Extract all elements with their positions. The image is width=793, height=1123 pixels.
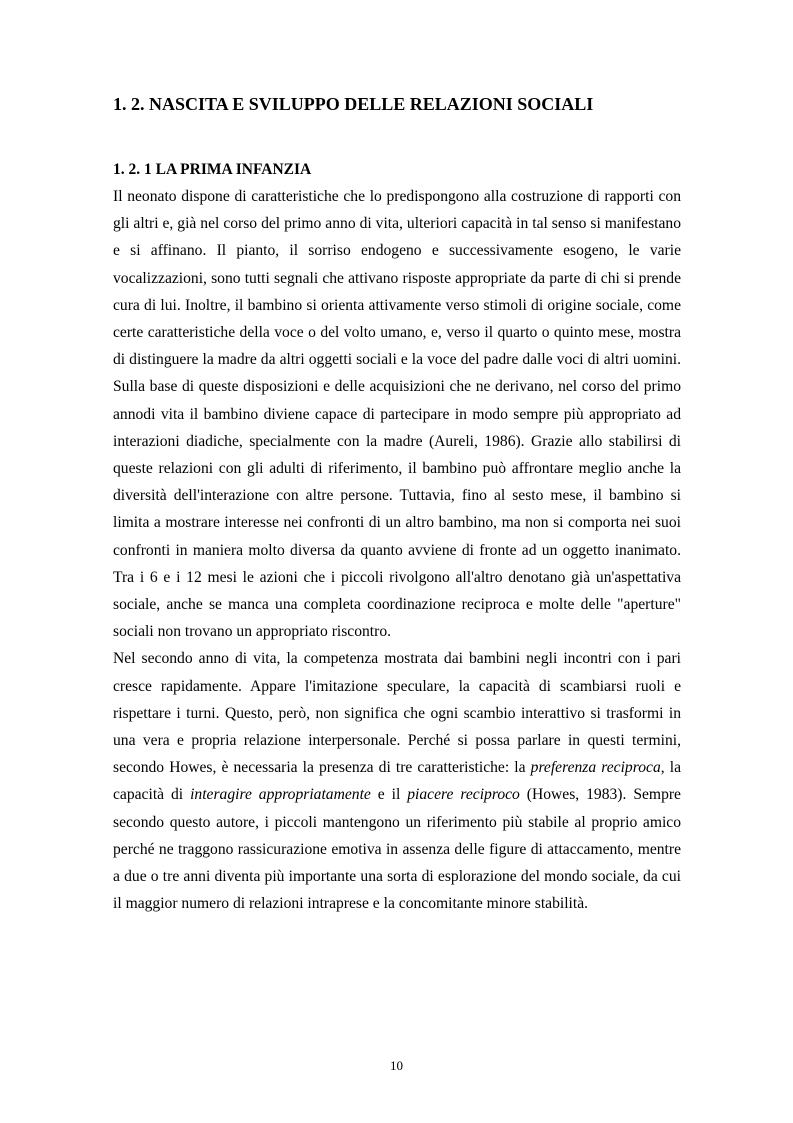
paragraph-2-text-3: e il (370, 786, 408, 804)
body-text (113, 183, 681, 917)
paragraph-1: Il neonato dispone di caratteristiche che lo predispongono alla costruzione di rapporti con gli altri e, già nel corso del primo anno di vita, ulteriori capacità in tal senso si manifestano e si affinano. Il pianto, il sorriso endogeno e successivamente esogeno, le varie vocalizzazioni, sono tutti segnali che attivano risposte appropriate da parte di chi si prende cura di lui. Inoltre, il bambino si orienta attivamente verso stimoli di origine sociale, come certe caratteristiche della voce o del volto umano, e, verso il quarto o quinto mese, mostra di distinguere la madre da altri oggetti sociali e la voce del padre dalle voci di altri uomini. Sulla base di queste disposizioni e delle acquisizioni che ne derivano, nel corso del primo annodi vita il bambino diviene capace di partecipare in modo sempre più appropriato ad interazioni diadiche, specialmente con la madre (Aureli, 1986). Grazie allo stabilirsi di queste relazioni con gli adulti di riferimento, il bambino può affrontare meglio anche la diversità dell'interazione con altre persone. Tuttavia, fino al sesto mese, il bambino si limita a mostrare interesse nei confronti di un altro bambino, ma non si comporta nei suoi confronti in maniera molto diversa da quanto avviene di fronte ad un oggetto inanimato. Tra i 6 e i 12 mesi le azioni che i piccoli rivolgono all'altro denotano già un'aspettativa sociale, anche se manca una completa coordinazione reciproca e molte delle "aperture" sociali non trovano un appropriato riscontro. (113, 188, 681, 641)
paragraph-2-text-4: (Howes, 1983). Sempre secondo questo autore, i piccoli mantengono un riferimento più stabile al proprio amico perché ne traggono rassicurazione emotiva in assenza delle figure di attaccamento, mentre a due o tre anni diventa più importante una sorta di esplorazione del mondo sociale, da cui il maggior numero di relazioni intraprese e la concomitante minore stabilità. (113, 786, 681, 913)
term-piacere-reciproco: piacere reciproco (407, 786, 520, 804)
paragraph-2-text-1: Nel secondo anno di vita, la competenza mostrata dai bambini negli incontri con i pari cresce rapidamente. Appare l'imitazione speculare, la capacità di scambiarsi ruoli e rispettare i turni. Questo, però, non significa che ogni scambio interattivo si trasformi in una vera e propria relazione interpersonale. Perché si possa parlare in questi termini, secondo Howes, è necessaria la presenza di tre caratteristiche: la (113, 650, 681, 777)
term-interagire-appropriatamente: interagire appropriatamente (190, 786, 371, 804)
section-title: 1. 2. 1 LA PRIMA INFANZIA (113, 161, 312, 178)
page-number: 10 (390, 1058, 403, 1073)
paragraph-2-text-2: , la capacità di (113, 759, 681, 804)
chapter-title: 1. 2. NASCITA E SVILUPPO DELLE RELAZIONI SOCIALI (113, 94, 594, 114)
paragraph-2 (113, 645, 681, 917)
term-preferenza-reciproca: preferenza reciproca (530, 759, 661, 777)
